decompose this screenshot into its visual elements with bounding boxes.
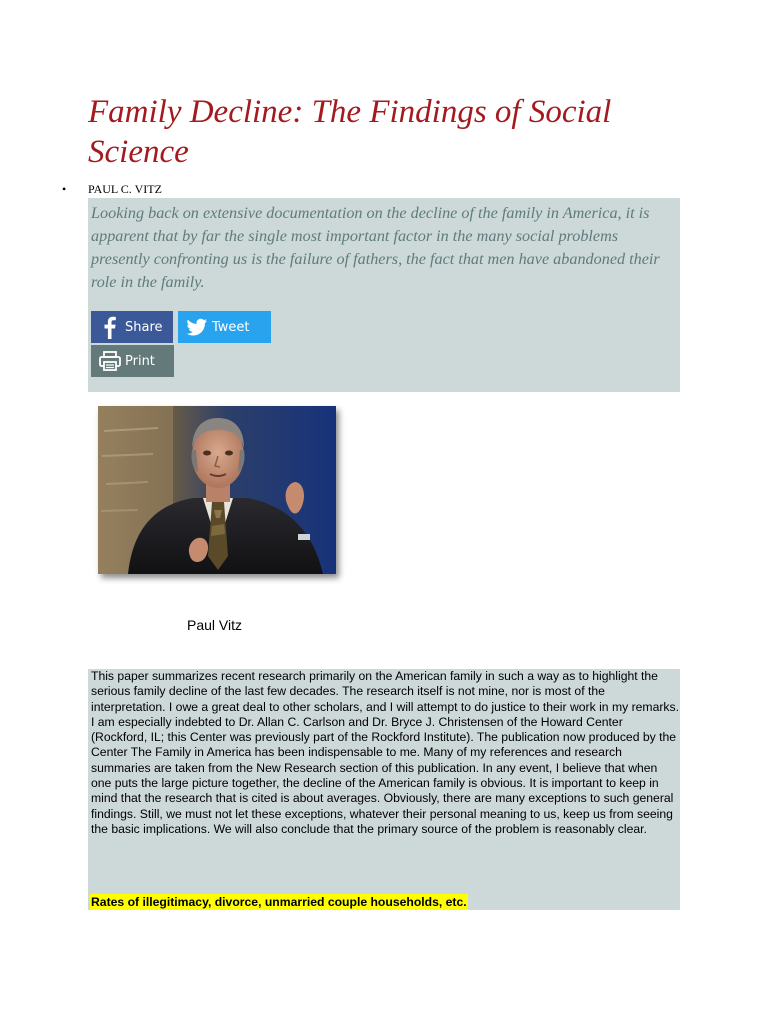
tweet-button[interactable] [178, 311, 271, 343]
author-photo [98, 406, 336, 574]
lead-panel [88, 198, 680, 392]
section-heading: Rates of illegitimacy, divorce, unmarried couple households, etc. [91, 895, 467, 909]
bullet-marker: • [62, 182, 67, 196]
facebook-icon [97, 311, 123, 343]
lead-paragraph: Looking back on extensive documentation on the decline of the family in America, it is apparent that by far the single most important factor in the many social problems presently confronting us is the failure of fathers, the fact that men have abandoned their role in the family. [91, 204, 660, 291]
article-title: Family Decline: The Findings of Social Science [88, 94, 612, 170]
body-panel [88, 669, 680, 910]
body-paragraph: This paper summarizes recent research primarily on the American family in such a way as to highlight the serious family decline of the last few decades. The research itself is not mine, nor is most of the interpretation. I owe a great deal to other scholars, and I will attempt to do justice to their work in my remarks. I am especially indebted to Dr. Allan C. Carlson and Dr. Bryce J. Christensen of the Howard Center (Rockford, IL; this Center was previously part of the Rockford Institute). The publication now produced by the Center The Family in America has been indispensable to me. Many of my references and research summaries are taken from the New Research section of this publication. In any event, I believe that when one puts the large picture together, the decline of the American family is obvious. It is important to keep in mind that the research that is cited is about averages. Obviously, there are many exceptions to such general findings. Still, we must not let these exceptions, whatever their personal meaning to us, keep us from seeing the basic implications. We will also conclude that the primary source of the problem is reasonably clear. [91, 669, 679, 836]
author-name[interactable]: PAUL C. VITZ [88, 182, 162, 196]
print-label: Print [125, 353, 155, 369]
facebook-share-button[interactable] [91, 311, 173, 343]
author-photo-frame [98, 406, 336, 574]
tweet-label: Tweet [212, 319, 250, 335]
twitter-bird-icon [184, 311, 210, 343]
printer-icon [97, 345, 123, 377]
share-label: Share [125, 319, 163, 335]
print-button[interactable] [91, 345, 174, 377]
photo-caption: Paul Vitz [187, 617, 242, 633]
